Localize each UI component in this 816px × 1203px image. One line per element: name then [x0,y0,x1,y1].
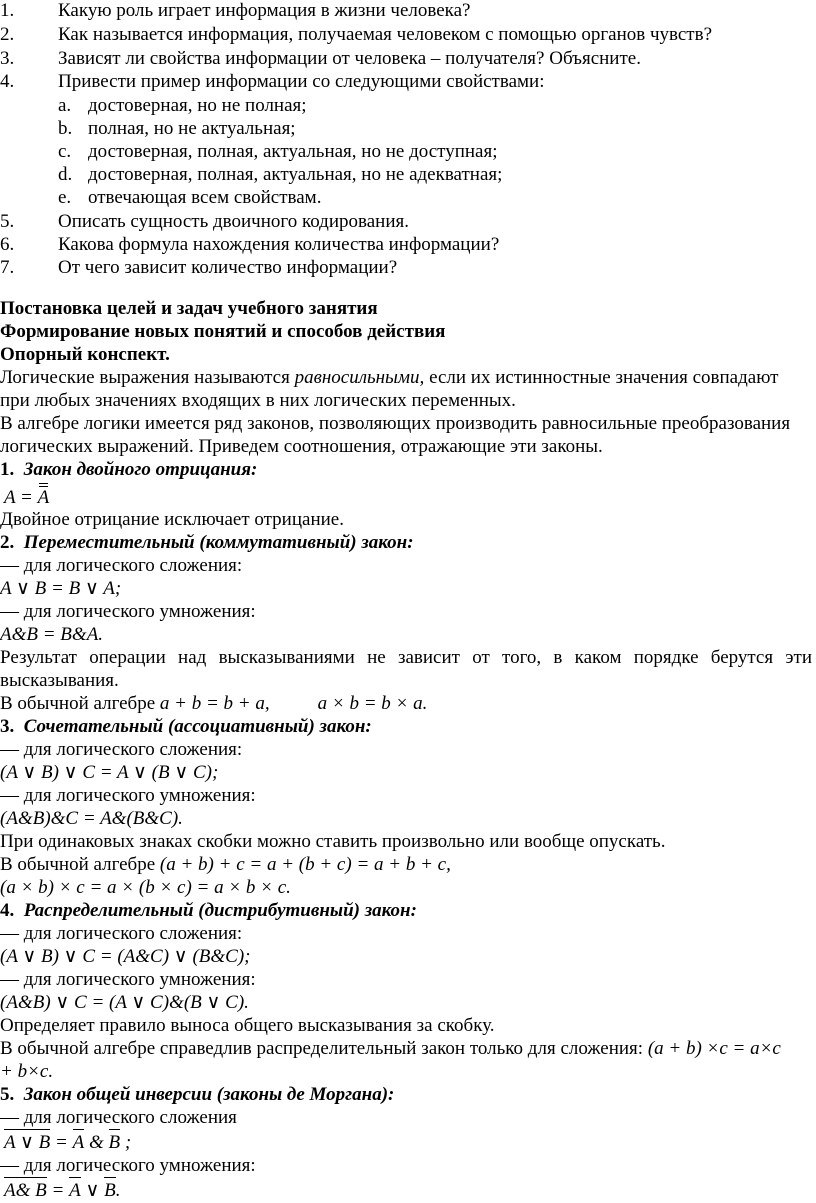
law2-desc-line2: высказывания. [0,670,119,691]
heading-goals: Постановка целей и задач учебного занятия [0,298,378,319]
law3-heading: 3. Сочетательный (ассоциативный) закон: [0,716,372,737]
law4-desc: Определяет правило выноса общего высказывания за скобку. [0,1015,495,1036]
law4-algebra-1: В обычной алгебре справедлив распределительный закон только для сложения: (a + b) ×c = a×c [0,1038,781,1059]
law2-heading: 2. Переместительный (коммутативный) закон: [0,532,414,553]
law4-heading: 4. Распределительный (дистрибутивный) закон: [0,900,417,921]
heading-summary: Опорный конспект. [0,344,170,365]
law3-add-formula: (A ∨ B) ∨ C = A ∨ (B ∨ C); [0,762,219,783]
intro-p1-line1: Логические выражения называются равносильными, если их истинностные значения совпадают [0,367,779,388]
law4-algebra-2: + b×c. [0,1061,54,1082]
law5-add-label: — для логического сложения [0,1107,237,1128]
law1-formula: A = A [4,487,50,508]
law2-add-label: — для логического сложения: [0,555,243,576]
law2-add-formula: A ∨ B = B ∨ A; [0,578,122,599]
law2-mul-formula: A&B = B&A. [0,624,104,645]
law5-mul-formula: A& B = A ∨ B. [4,1180,121,1201]
law2-desc-line1: Результат операции над высказываниями не зависит от того, в каком порядке берутся эти [0,647,812,668]
law2-mul-label: — для логического умножения: [0,601,256,622]
law3-mul-formula: (A&B)&C = A&(B&C). [0,808,183,829]
law3-mul-label: — для логического умножения: [0,785,256,806]
law5-add-formula: A ∨ B = A & B ; [4,1132,132,1153]
law3-algebra-1: В обычной алгебре (a + b) + c = a + (b + c) = a + b + c, [0,854,451,875]
intro-p2-line1: В алгебре логики имеется ряд законов, позволяющих производить равносильные преобразования [0,413,791,434]
law1-desc: Двойное отрицание исключает отрицание. [0,509,344,530]
law4-mul-label: — для логического умножения: [0,969,256,990]
law4-mul-formula: (A&B) ∨ C = (A ∨ C)&(B ∨ C). [0,992,249,1013]
law4-add-formula: (A ∨ B) ∨ C = (A&C) ∨ (B&C); [0,946,251,967]
law5-heading: 5. Закон общей инверсии (законы де Моргана): [0,1084,395,1105]
law5-mul-label: — для логического умножения: [0,1155,256,1176]
law3-algebra-2: (a × b) × c = a × (b × c) = a × b × c. [0,877,291,898]
law4-add-label: — для логического сложения: [0,923,243,944]
law3-desc: При одинаковых знаках скобки можно ставить произвольно или вообще опускать. [0,831,666,852]
intro-p2-line2: логических выражений. Приведем соотношения, отражающие эти законы. [0,436,603,457]
heading-new-concepts: Формирование новых понятий и способов действия [0,321,446,342]
intro-p1-line2: при любых значениях входящих в них логических переменных. [0,390,516,411]
law2-algebra: В обычной алгебре a + b = b + a, a × b = b × a. [0,693,428,714]
law3-add-label: — для логического сложения: [0,739,243,760]
law1-heading: 1. Закон двойного отрицания: [0,459,258,480]
